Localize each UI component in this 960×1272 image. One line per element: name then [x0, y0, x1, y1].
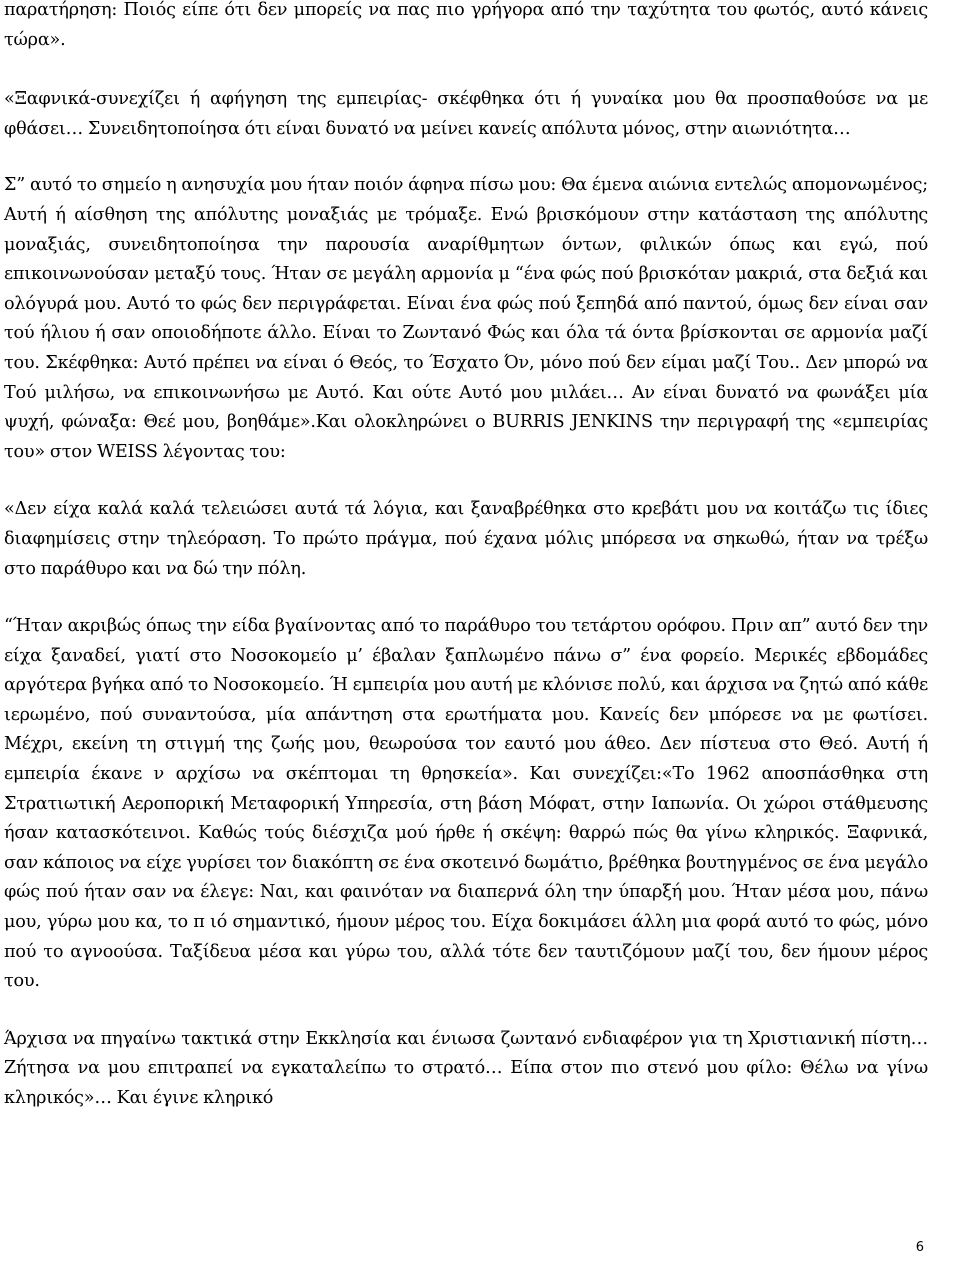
document-page [4, 0, 928, 1114]
paragraph-1: παρατήρηση: Ποιός είπε ότι δεν μπορείς να πας πιο γρήγορα από την ταχύτητα του φωτός, αυτό κάνεις τώρα». [4, 0, 928, 50]
paragraph-5: “Ήταν ακριβώς όπως την είδα βγαίνοντας από το παράθυρο του τετάρτου ορόφου. Πριν απ” αυτό δεν την είχα ξαναδεί, γιατί στο Νοσοκομείο μ’ έβαλαν ξαπλωμένο πάνω σ” ένα φορείο. Μερικές εβδομάδες αργότερα βγήκα από το Νοσοκομείο. Ή εμπειρία μου αυτή με κλόνισε πολύ, και άρχισα να ζητώ από κάθε ιερωμένο, πού συναντούσα, μία απάντηση στα ερωτήματα μου. Κανείς δεν μπόρεσε να με φωτίσει. Μέχρι, εκείνη τη στιγμή της ζωής μου, θεωρούσα τον εαυτό μου άθεο. Δεν πίστευα στο Θεό. Αυτή ή εμπειρία έκανε ν αρχίσω να σκέπτομαι τη θρησκεία». Και συνεχίζει:«Το 1962 αποσπάσθηκα στη Στρατιωτική Αεροπορική Μεταφορική Υπηρεσία, στη βάση Μόφατ, στην Ιαπωνία. Οι χώροι στάθμευσης ήσαν κατασκότεινοι. Καθώς τούς διέσχιζα μού ήρθε ή σκέψη: θαρρώ πώς θα γίνω κληρικός. Ξαφνικά, σαν κάποιος να είχε γυρίσει τον διακόπτη σε ένα σκοτεινό δωμάτιο, βρέθηκα βουτηγμένος σε ένα μεγάλο φώς πού ήταν σαν να έλεγε: Ναι, και φαινόταν να διαπερνά όλη την ύπαρξή μου. Ήταν μέσα μου, πάνω μου, γύρω μου κα, το π ιό σημαντικό, ήμουν μέρος του. Είχα δοκιμάσει άλλη μια φορά αυτό το φώς, μόνο πού το αγνοούσα. Ταξίδευα μέσα και γύρω του, αλλά τότε δεν ταυτιζόμουν μαζί του, δεν ήμουν μέρος του. [4, 616, 928, 992]
paragraph-4: «Δεν είχα καλά καλά τελειώσει αυτά τά λόγια, και ξαναβρέθηκα στο κρεβάτι μου να κοιτάζω τις ίδιες διαφημίσεις στην τηλεόραση. Το πρώτο πράγμα, πού έχανα μόλις μπόρεσα να σηκωθώ, ήταν να τρέξω στο παράθυρο και να δώ την πόλη. [4, 499, 928, 579]
paragraph-2: «Ξαφνικά-συνεχίζει ή αφήγηση της εμπειρίας- σκέφθηκα ότι ή γυναίκα μου θα προσπαθούσε να με φθάσει… Συνειδητοποίησα ότι είναι δυνατό να μείνει κανείς απόλυτα μόνος, στην αιωνιότητα… [4, 89, 928, 139]
paragraph-6: Άρχισα να πηγαίνω τακτικά στην Εκκλησία και ένιωσα ζωντανό ενδιαφέρον για τη Χριστιανική πίστη… Ζήτησα να μου επιτραπεί να εγκαταλείπω το στρατό… Είπα στον πιο στενό μου φίλο: Θέλω να γίνω κληρικός»… Και έγινε κληρικό [4, 1028, 928, 1108]
paragraph-3: Σ” αυτό το σημείο η ανησυχία μου ήταν ποιόν άφηνα πίσω μου: Θα έμενα αιώνια εντελώς απομονωμένος; Αυτή ή αίσθηση της απόλυτης μοναξιάς με τρόμαξε. Ενώ βρισκόμουν στην κατάσταση της απόλυτης μοναξιάς, συνειδητοποίησα την παρουσία αναρίθμητων όντων, φιλικών όπως και εγώ, πού επικοινωνούσαν μεταξύ τους. Ήταν σε μεγάλη αρμονία μ “ένα φώς πού βρισκόταν μακριά, στα δεξιά και ολόγυρά μου. Αυτό το φώς δεν περιγράφεται. Είναι ένα φώς πού ξεπηδά από παντού, όμως δεν είναι σαν τού ήλιου ή σαν οποιοδήποτε άλλο. Είναι το Ζωντανό Φώς και όλα τά όντα βρίσκονται σε αρμονία μαζί του. Σκέφθηκα: Αυτό πρέπει να είναι ό Θεός, το Έσχατο Όν, μόνο πού δεν είμαι μαζί Του.. Δεν μπορώ να Τού μιλήσω, να επικοινωνήσω με Αυτό. Και ούτε Αυτό μου μιλάει… Αν είναι δυνατό να φωνάξει μία ψυχή, φώναξα: Θεέ μου, βοηθάμε».Και ολοκληρώνει ο BURRIS JENKINS την περιγραφή της «εμπειρίας του» στον WEISS λέγοντας του: [4, 175, 928, 462]
page-number: 6 [915, 1240, 924, 1255]
